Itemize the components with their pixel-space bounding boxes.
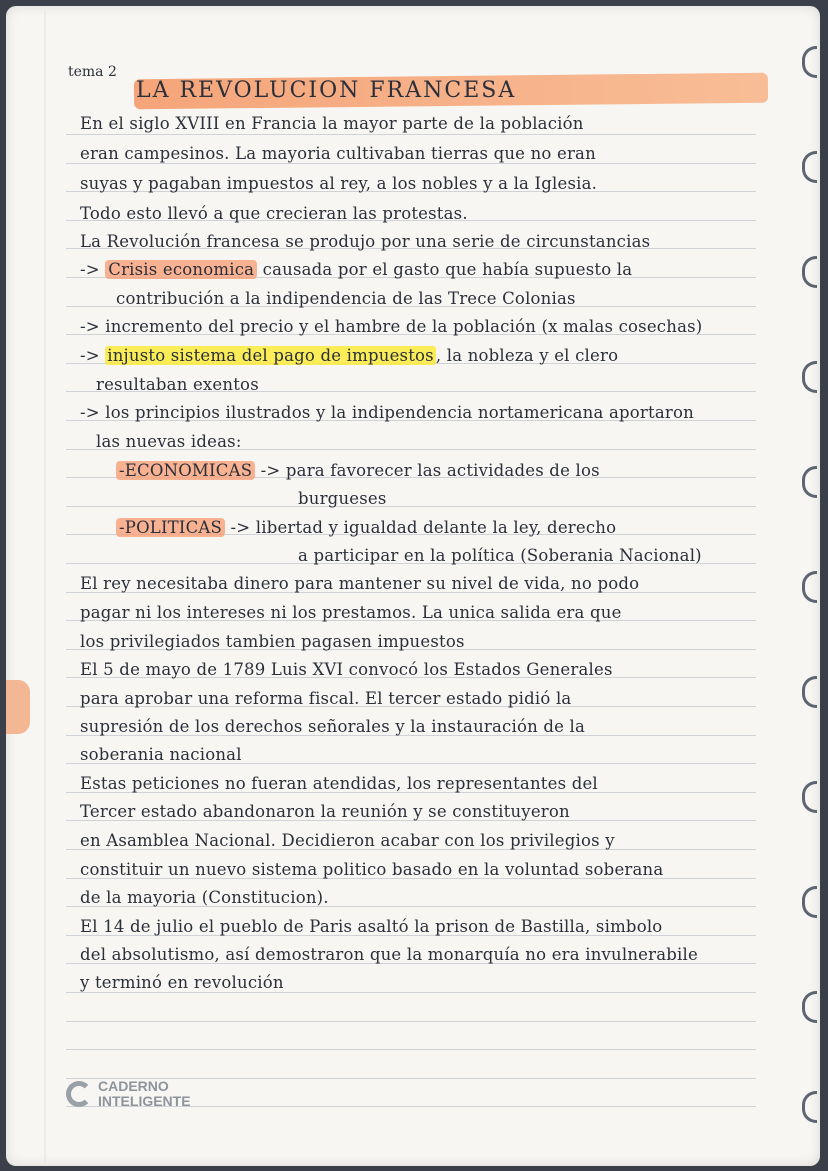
binder-ring (802, 466, 817, 498)
note-line: resultaban exentos (96, 375, 259, 394)
ruled-line (66, 506, 756, 507)
page-margin-line (44, 6, 46, 1166)
note-text: causada por el gasto que había supuesto la (257, 260, 633, 279)
note-line: constituir un nuevo sistema politico basado en la voluntad soberana (80, 860, 664, 879)
note-line: y terminó en revolución (80, 973, 284, 992)
note-line: a participar en la política (Soberania Nacional) (298, 546, 702, 565)
ruled-line (66, 163, 756, 164)
note-text: , la nobleza y el clero (435, 346, 619, 365)
note-text: -> libertad y igualdad delante la ley, derecho (225, 518, 617, 537)
binder-ring (802, 361, 817, 393)
note-line: El 14 de julio el pueblo de Paris asaltó la prison de Bastilla, simbolo (80, 917, 663, 936)
binder-ring (802, 571, 817, 603)
arrow-bullet: -> (80, 346, 106, 365)
binder-ring (802, 256, 817, 288)
note-line: Todo esto llevó a que crecieran las protestas. (80, 204, 468, 223)
page-title: LA REVOLUCION FRANCESA (136, 78, 517, 103)
note-line: En el siglo XVIII en Francia la mayor parte de la población (80, 114, 584, 133)
note-line: del absolutismo, así demostraron que la monarquía no era invulnerabile (80, 945, 698, 964)
note-line: suyas y pagaban impuestos al rey, a los nobles y a la Iglesia. (80, 174, 598, 193)
note-line (80, 260, 632, 279)
brand-logo (66, 1079, 191, 1109)
note-line: pagar ni los intereses ni los prestamos. La unica salida era que (80, 603, 622, 622)
binder-ring (802, 1091, 817, 1123)
notebook-page (6, 6, 820, 1166)
note-line: los privilegiados tambien pagasen impuestos (80, 632, 465, 651)
binder-ring (802, 886, 817, 918)
highlighted-term: -POLITICAS (116, 518, 225, 537)
note-line: El rey necesitaba dinero para mantener su nivel de vida, no podo (80, 574, 640, 593)
note-line: eran campesinos. La mayoria cultivaban tierras que no eran (80, 144, 596, 163)
note-text: -> para favorecer las actividades de los (255, 461, 600, 480)
note-line: -> los principios ilustrados y la indipendencia nortamericana aportaron (80, 403, 694, 422)
note-line: de la mayoria (Constitucion). (80, 888, 329, 907)
note-line: Estas peticiones no fueran atendidas, los representantes del (80, 774, 598, 793)
note-line: La Revolución francesa se produjo por una serie de circunstancias (80, 232, 651, 251)
note-line (116, 461, 600, 480)
topic-label: tema 2 (68, 64, 117, 80)
note-line: supresión de los derechos señorales y la instauración de la (80, 717, 586, 736)
ruled-line (66, 992, 756, 993)
binder-ring (802, 46, 817, 78)
note-line (116, 518, 616, 537)
binder-ring (802, 991, 817, 1023)
brand-c-icon (66, 1081, 92, 1107)
note-line: El 5 de mayo de 1789 Luis XVI convocó los Estados Generales (80, 660, 613, 679)
note-line: -> incremento del precio y el hambre de la población (x malas cosechas) (80, 317, 703, 336)
note-line: para aprobar una reforma fiscal. El tercer estado pidió la (80, 689, 572, 708)
binder-ring (802, 676, 817, 708)
note-line: las nuevas ideas: (96, 432, 242, 451)
ruled-line (66, 134, 756, 135)
note-line: contribución a la indipendencia de las Trece Colonias (116, 289, 576, 308)
page-edge-tab (6, 680, 30, 734)
arrow-bullet: -> (80, 260, 106, 279)
ruled-line (66, 1049, 756, 1050)
highlighted-term: Crisis economica (105, 260, 257, 279)
highlighted-term: -ECONOMICAS (116, 461, 255, 480)
note-line (80, 346, 618, 365)
note-line: Tercer estado abandonaron la reunión y se constituyeron (80, 802, 570, 821)
note-line: burgueses (298, 489, 387, 508)
note-line: soberania nacional (80, 745, 242, 764)
brand-name-line1: CADERNO (98, 1078, 169, 1094)
ruled-line (66, 1021, 756, 1022)
highlighted-term: injusto sistema del pago de impuestos (107, 346, 434, 365)
binder-ring (802, 151, 817, 183)
brand-name-line2: INTELIGENTE (98, 1093, 191, 1109)
binder-ring (802, 781, 817, 813)
note-line: en Asamblea Nacional. Decidieron acabar con los privilegios y (80, 831, 615, 850)
